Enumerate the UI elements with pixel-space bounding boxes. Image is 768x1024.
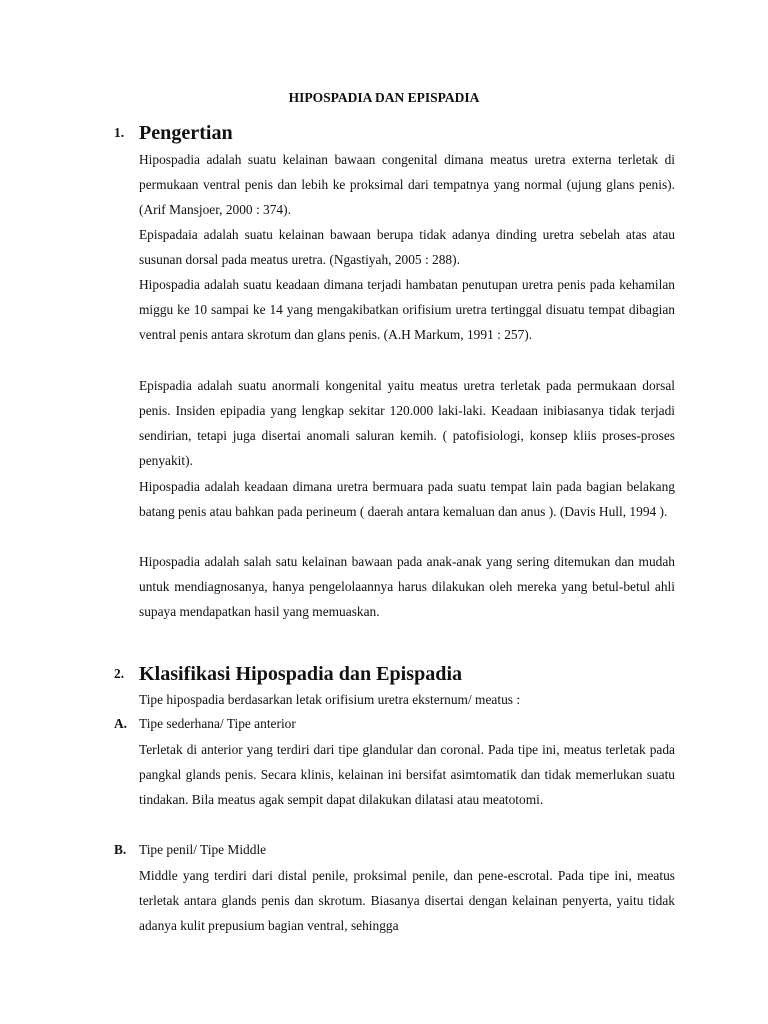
paragraph: Terletak di anterior yang terdiri dari tipe glandular dan coronal. Pada tipe ini, meatus terletak pada pangkal glands penis. Secara klinis, kelainan ini bersifat asimtomatik dan tidak memerlukan suatu tindakan. Bila meatus agak sempit dapat dilakukan dilatasi atau meatotomi. [139,742,675,807]
paragraph: Epispadia adalah suatu anormali kongenital yaitu meatus uretra terletak pada permukaan dorsal penis. Insiden epipadia yang lengkap sekitar 120.000 laki-laki. Keadaan inibiasanya tidak terjadi sendirian, tetapi juga disertai anomali saluran kemih. ( patofisiologi, konsep kliis proses-proses penyakit). [139,378,675,468]
section-heading: Pengertian [139,122,233,144]
paragraph: Middle yang terdiri dari distal penile, proksimal penile, dan pene-escrotal. Pada tipe ini, meatus terletak antara glands penis dan skrotum. Biasanya disertai dengan kelainan penyerta, yaitu tidak adanya kulit prepusium bagian ventral, sehingga [139,868,675,933]
section-number: 2. [114,666,125,681]
document-title: HIPOSPADIA DAN EPISPADIA [288,90,480,105]
list-marker: A. [114,716,128,731]
subsection-title: Tipe penil/ Tipe Middle [139,842,267,857]
paragraph: Hipospadia adalah suatu kelainan bawaan congenital dimana meatus uretra externa terletak di permukaan ventral penis dan lebih ke proksimal dari tempatnya yang normal (ujung glans penis). (Arif Mansjoer, 2000 : 374). [139,152,675,217]
subsection-title: Tipe sederhana/ Tipe anterior [139,716,296,731]
list-marker: B. [114,842,127,857]
paragraph: Hipospadia adalah suatu keadaan dimana terjadi hambatan penutupan uretra penis pada kehamilan miggu ke 10 sampai ke 14 yang mengakibatkan orifisium uretra tertinggal disuatu tempat dibagian ventral penis antara skrotum dan glans penis. (A.H Markum, 1991 : 257). [139,277,675,342]
section-heading: Klasifikasi Hipospadia dan Epispadia [139,663,463,685]
paragraph: Tipe hipospadia berdasarkan letak orifisium uretra eksternum/ meatus : [139,692,521,707]
section-number: 1. [114,125,125,140]
paragraph: Hipospadia adalah keadaan dimana uretra bermuara pada suatu tempat lain pada bagian belakang batang penis atau bahkan pada perineum ( daerah antara kemaluan dan anus ). (Davis Hull, 1994 ). [139,479,675,519]
paragraph: Epispadaia adalah suatu kelainan bawaan berupa tidak adanya dinding uretra sebelah atas atau susunan dorsal pada meatus uretra. (Ngastiyah, 2005 : 288). [139,227,675,267]
paragraph: Hipospadia adalah salah satu kelainan bawaan pada anak-anak yang sering ditemukan dan mudah untuk mendiagnosanya, hanya pengelolaannya harus dilakukan oleh mereka yang betul-betul ahli supaya mendapatkan hasil yang memuaskan. [139,554,675,619]
